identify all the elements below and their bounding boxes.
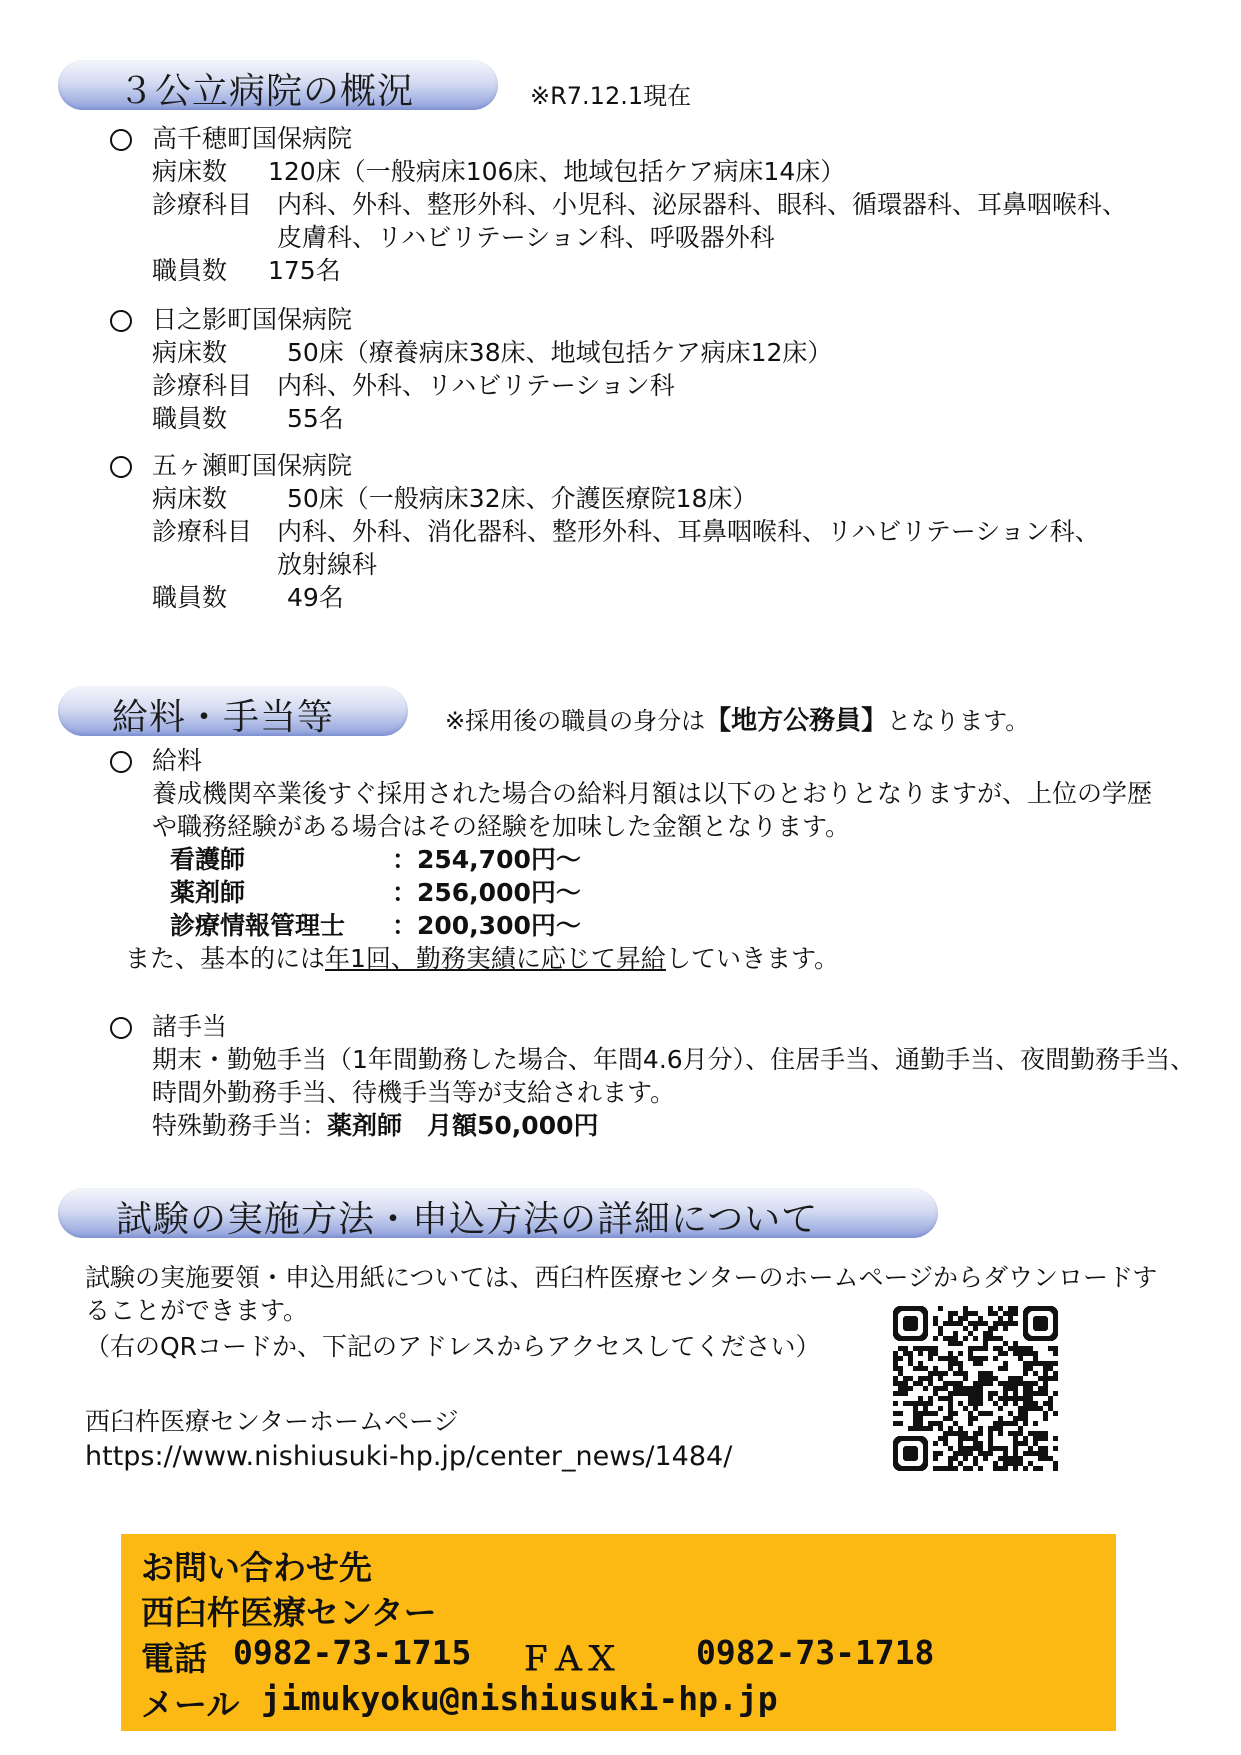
raise-post: していきます。 — [665, 944, 839, 973]
section-title-hospitals: ３公立病院の概況 — [118, 71, 415, 112]
special-allowance — [152, 1109, 599, 1142]
depts-value: 内科、外科、消化器科、整形外科、耳鼻咽喉科、リハビリテーション科、 — [277, 517, 1100, 546]
depts-value-cont: 放射線科 — [277, 550, 378, 579]
salary-role: 診療情報管理士 — [170, 911, 346, 940]
bullet-circle — [110, 310, 132, 332]
contact-box — [121, 1534, 1116, 1731]
depts-value-cont: 皮膚科、リハビリテーション科、呼吸器外科 — [277, 223, 775, 252]
beds-value: 120床（一般病床106床、地域包括ケア病床14床） — [268, 157, 846, 186]
salary-role: 薬剤師 — [170, 878, 246, 907]
special-allowance-value: 薬剤師 月額50,000円 — [327, 1111, 599, 1140]
depts-value: 内科、外科、リハビリテーション科 — [277, 371, 675, 400]
hospital-name: 高千穂町国保病院 — [152, 124, 353, 153]
contact-fax-label: ＦＡＸ — [519, 1639, 618, 1678]
exam-desc-cont: ることができます。 — [85, 1296, 309, 1325]
salary-desc-cont: や職務経験がある場合はその経験を加味した金額となります。 — [152, 812, 851, 841]
section-title-salary: 給料・手当等 — [112, 697, 335, 738]
status-note-post: となります。 — [887, 707, 1030, 735]
bullet-circle — [110, 1017, 132, 1039]
bullet-circle — [110, 456, 132, 478]
raise-text — [125, 942, 839, 975]
allowances-heading: 諸手当 — [152, 1012, 228, 1041]
staff-value: 49名 — [287, 583, 344, 612]
salary-desc: 養成機関卒業後すぐ採用された場合の給料月額は以下のとおりとなりますが、上位の学歴 — [152, 779, 1153, 808]
contact-heading: お問い合わせ先 — [141, 1548, 372, 1587]
beds-value: 50床（一般病床32床、介護医療院18床） — [287, 484, 758, 513]
status-note — [445, 700, 1029, 737]
contact-tel-label: 電話 — [141, 1639, 207, 1678]
beds-label: 病床数 — [152, 338, 228, 367]
bullet-circle — [110, 751, 132, 773]
bullet-circle — [110, 129, 132, 151]
staff-value: 175名 — [268, 256, 341, 285]
salary-amount: ：200,300円～ — [392, 911, 581, 940]
salary-amount: ：254,700円～ — [392, 845, 581, 874]
hospital-name: 五ヶ瀬町国保病院 — [152, 451, 353, 480]
salary-role: 看護師 — [170, 845, 246, 874]
special-allowance-label: 特殊勤務手当： — [152, 1111, 328, 1140]
depts-label: 診療科目 — [152, 371, 253, 400]
beds-label: 病床数 — [152, 157, 228, 186]
beds-label: 病床数 — [152, 484, 228, 513]
allowances-desc-cont: 時間外勤務手当、待機手当等が支給されます。 — [152, 1078, 676, 1107]
qr-code-icon[interactable] — [893, 1306, 1058, 1471]
exam-access-note: （右のQRコードか、下記のアドレスからアクセスしてください） — [85, 1332, 821, 1361]
contact-org: 西臼杵医療センター — [141, 1593, 437, 1632]
raise-pre: また、基本的には — [125, 944, 326, 973]
exam-desc: 試験の実施要領・申込用紙については、西臼杵医療センターのホームページからダウンロードす — [85, 1263, 1158, 1292]
status-note-bold: 【地方公務員】 — [705, 706, 888, 736]
raise-underline: 年1回、勤務実績に応じて昇給 — [325, 944, 666, 973]
contact-tel[interactable]: 0982-73-1715 — [233, 1633, 472, 1672]
contact-fax: 0982-73-1718 — [696, 1633, 935, 1672]
section-title-exam: 試験の実施方法・申込方法の詳細について — [116, 1199, 819, 1240]
staff-label: 職員数 — [152, 256, 228, 285]
contact-mail[interactable]: jimukyoku@nishiusuki-hp.jp — [261, 1679, 778, 1718]
salary-heading: 給料 — [152, 746, 203, 775]
status-note-pre: ※採用後の職員の身分は — [445, 707, 706, 735]
depts-label: 診療科目 — [152, 517, 253, 546]
beds-value: 50床（療養病床38床、地域包括ケア病床12床） — [287, 338, 833, 367]
hospital-name: 日之影町国保病院 — [152, 305, 353, 334]
staff-label: 職員数 — [152, 404, 228, 433]
as-of-note: ※R7.12.1現在 — [530, 82, 692, 110]
contact-mail-label: メール — [141, 1685, 240, 1724]
depts-label: 診療科目 — [152, 190, 253, 219]
salary-amount: ：256,000円～ — [392, 878, 581, 907]
staff-label: 職員数 — [152, 583, 228, 612]
staff-value: 55名 — [287, 404, 344, 433]
homepage-label: 西臼杵医療センターホームページ — [85, 1407, 459, 1436]
allowances-desc: 期末・勤勉手当（1年間勤務した場合、年間4.6月分）、住居手当、通勤手当、夜間勤務手当、 — [152, 1045, 1196, 1074]
homepage-url[interactable]: https://www.nishiusuki-hp.jp/center_news/1484/ — [85, 1441, 733, 1472]
depts-value: 内科、外科、整形外科、小児科、泌尿器科、眼科、循環器科、耳鼻咽喉科、 — [277, 190, 1128, 219]
